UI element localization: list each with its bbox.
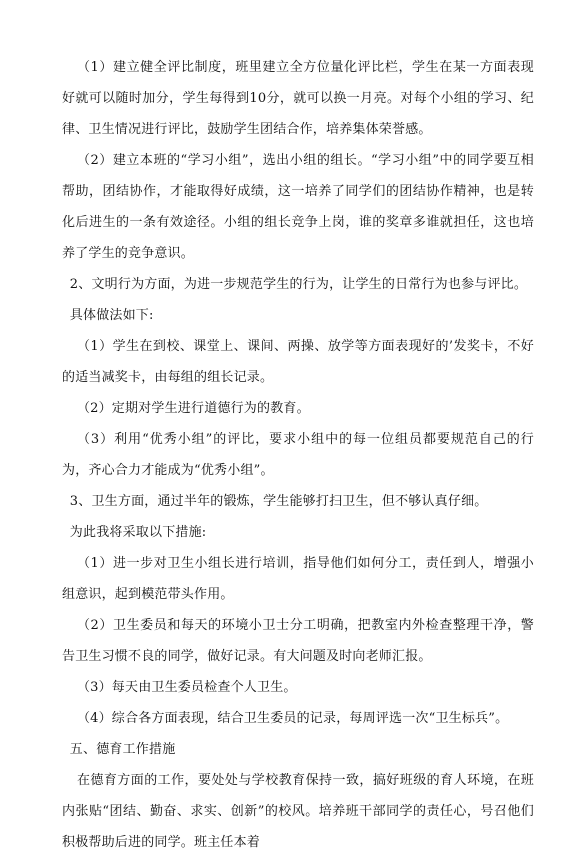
paragraph-weekly-award: （4）综合各方面表现，结合卫生委员的记录，每周评选一次“卫生标兵”。 <box>76 711 509 726</box>
paragraph-reward-cards: （1）学生在到校、课堂上、课间、两操、放学等方面表现好的’发奖卡，不好的适当减奖卡，由每组的组长记录。 <box>62 339 534 385</box>
paragraph-moral-work: 在德育方面的工作，要处处与学校教育保持一致，搞好班级的育人环境，在班内张贴“团结、勤奋、求实、创新”的校风。培养班干部同学的责任心，号召他们积极帮助后进的同学。班主任本着 <box>62 773 534 850</box>
paragraph-evaluation-system: （1）建立健全评比制度，班里建立全方位量化评比栏，学生在某一方面表现好就可以随时加分，学生每得到10分，就可以换一月亮。对每个小组的学习、纪律、卫生情况进行评比，鼓励学生团结合作，培养集体荣誉感。 <box>62 60 534 137</box>
paragraph-hygiene-committee: （2）卫生委员和每天的环境小卫士分工明确，把教室内外检查整理干净，警告卫生习惯不良的同学，做好记录。有大问题及时向老师汇报。 <box>62 618 534 664</box>
section-heading-moral-measures: 五、德育工作措施 <box>69 742 176 757</box>
paragraph-daily-check: （3）每天由卫生委员检查个人卫生。 <box>76 680 297 695</box>
paragraph-measures-intro: 为此我将采取以下措施: <box>69 525 207 540</box>
paragraph-hygiene: 3、卫生方面，通过半年的锻炼，学生能够打扫卫生，但不够认真仔细。 <box>69 494 488 509</box>
paragraph-specific-methods: 具体做法如下: <box>69 308 154 323</box>
paragraph-excellent-group: （3）利用“优秀小组”的评比，要求小组中的每一位组员都要规范自己的行为，齐心合力才能成为“优秀小组”。 <box>62 432 534 478</box>
paragraph-civilized-behavior: 2、文明行为方面，为进一步规范学生的行为，让学生的日常行为也参与评比。 <box>69 277 528 292</box>
paragraph-hygiene-leader-training: （1）进一步对卫生小组长进行培训，指导他们如何分工，责任到人，增强小组意识，起到模范带头作用。 <box>62 556 534 602</box>
paragraph-moral-education: （2）定期对学生进行道德行为的教育。 <box>76 401 310 416</box>
paragraph-study-groups: （2）建立本班的“学习小组”，选出小组的组长。“学习小组”中的同学要互相帮助，团结协作，才能取得好成绩，这一培养了同学们的团结协作精神，也是转化后进生的一条有效途径。小组的组长竞争上岗，谁的奖章多谁就担任，这也培养了学生的竞争意识。 <box>62 153 534 261</box>
